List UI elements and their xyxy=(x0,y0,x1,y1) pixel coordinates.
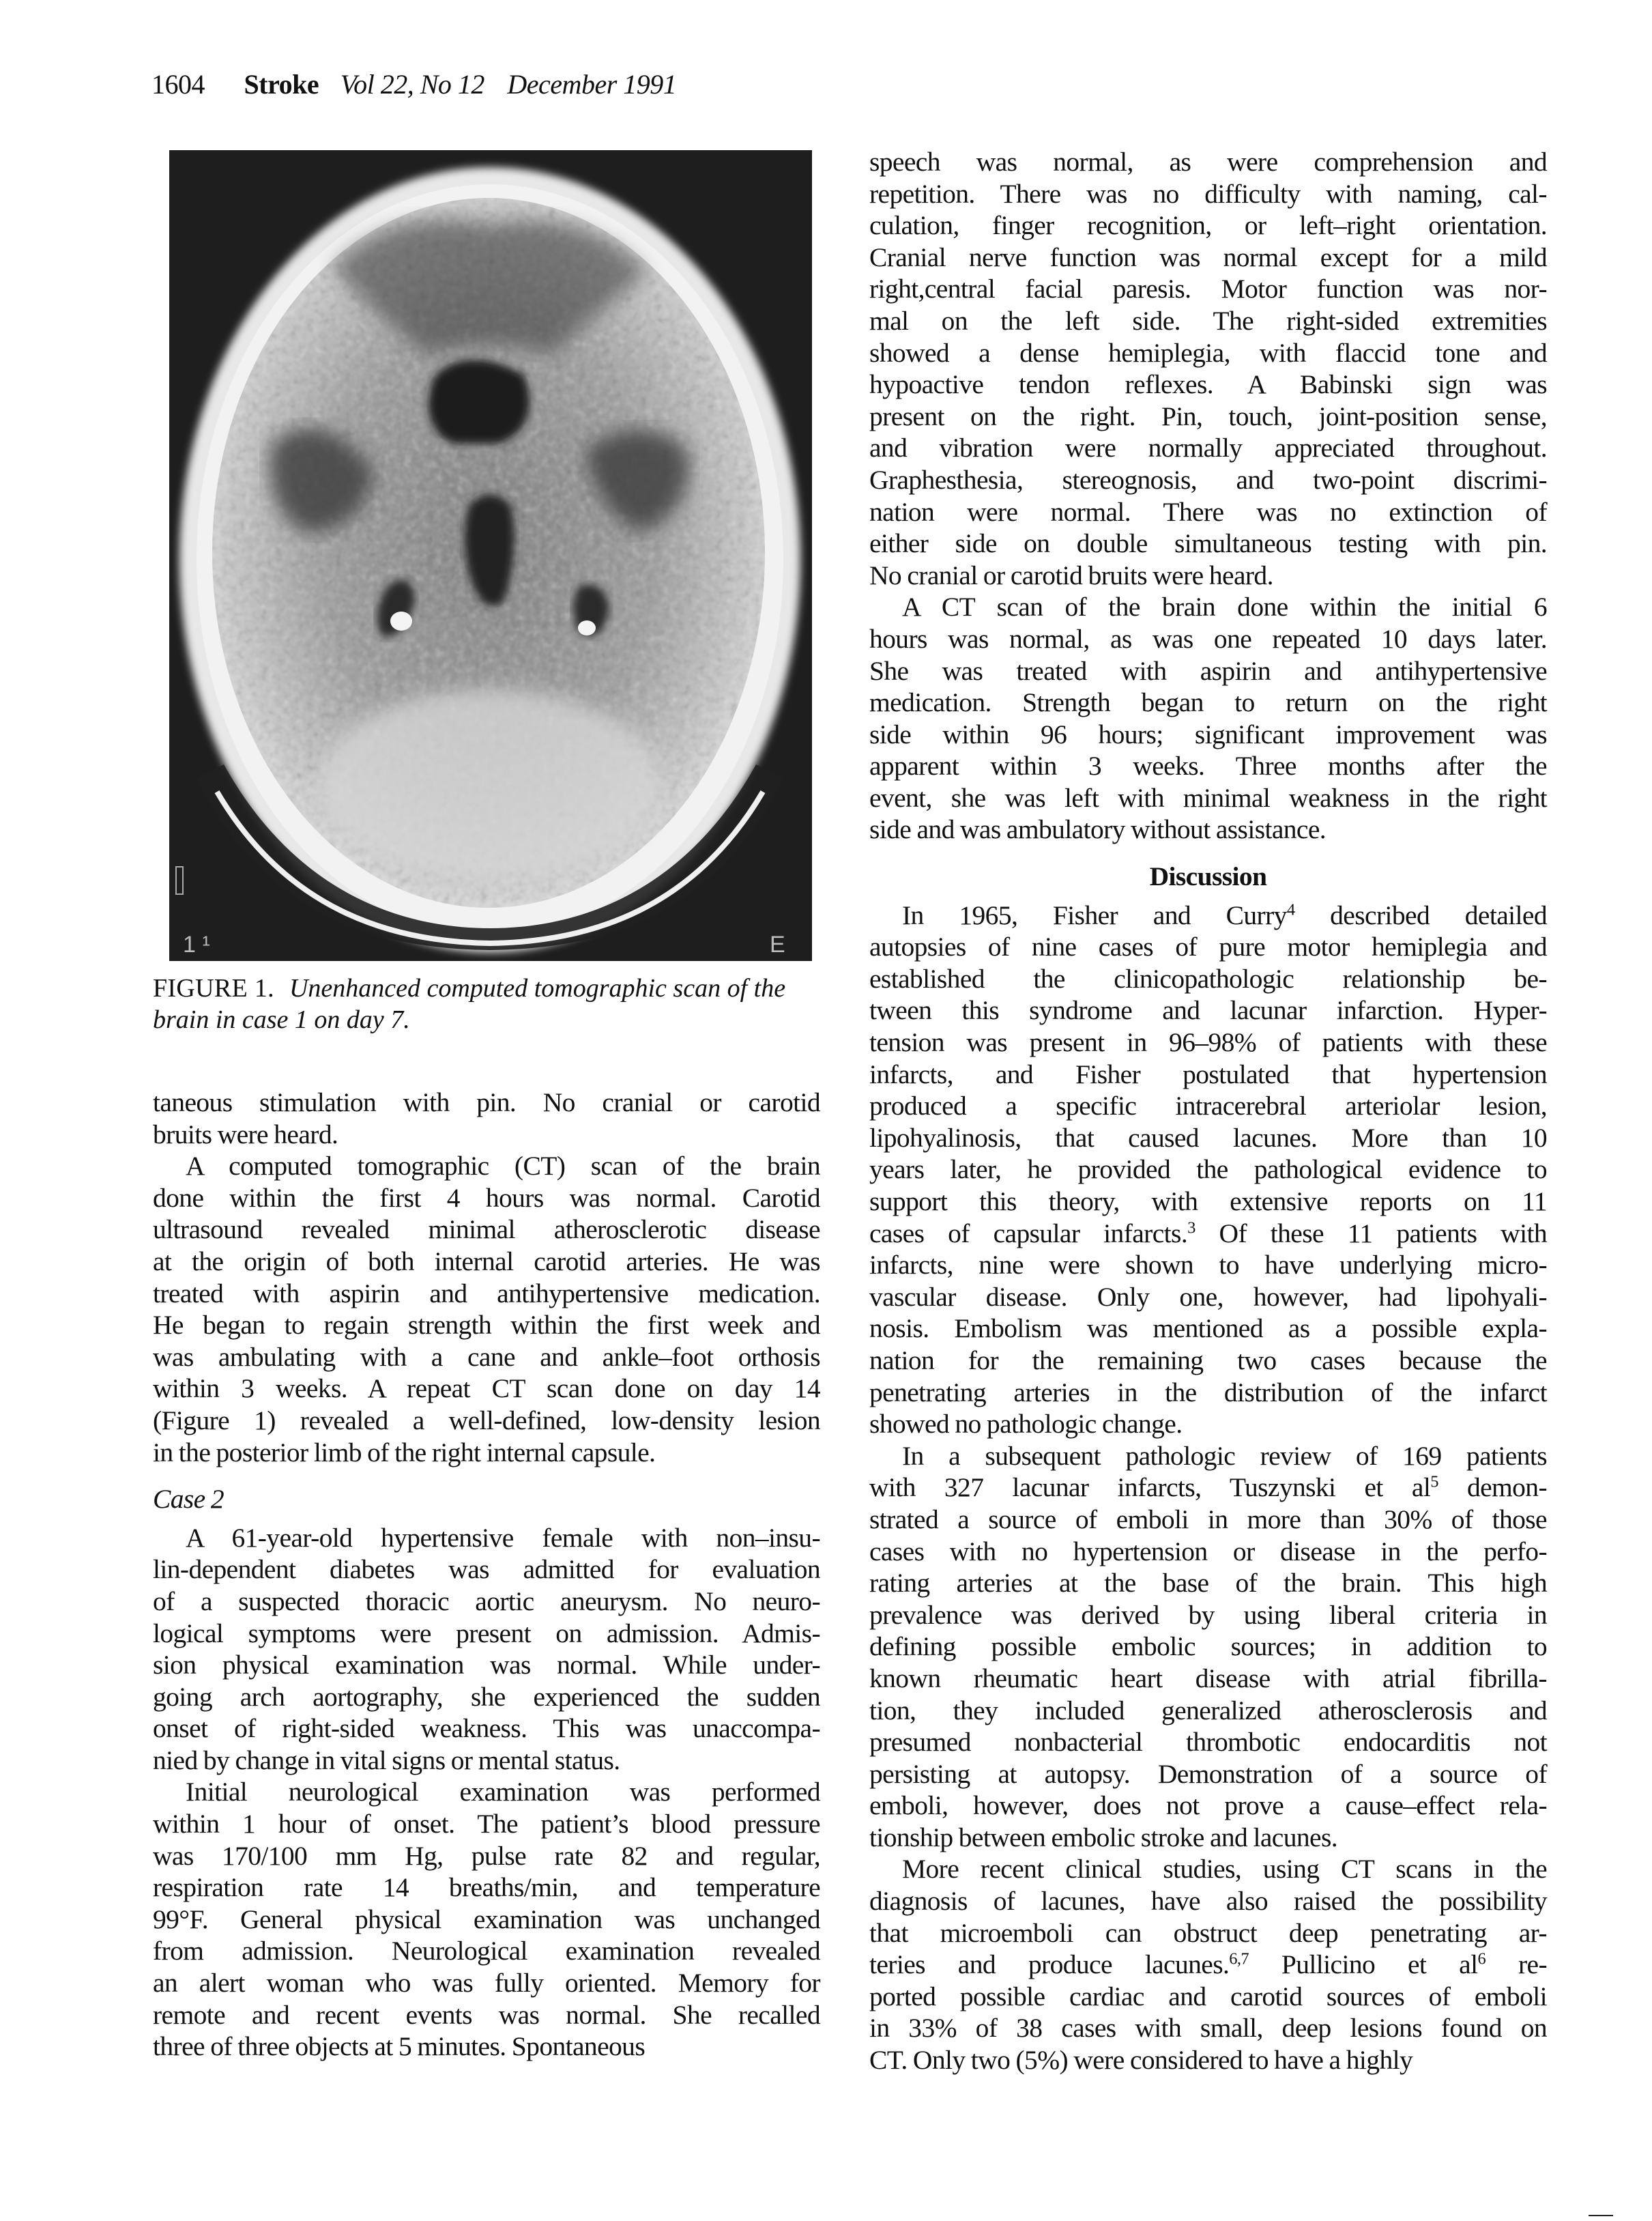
text-line: infarcts, nine were shown to have underlying micro- xyxy=(869,1250,1547,1280)
text-line: nation for the remaining two cases because the xyxy=(869,1345,1547,1375)
text-line: done within the first 4 hours was normal. Carotid xyxy=(153,1182,820,1213)
paragraph xyxy=(153,1776,820,2062)
text-line: vascular disease. Only one, however, had lipohyali- xyxy=(869,1281,1547,1312)
text-line: in 33% of 38 cases with small, deep lesions found on xyxy=(869,2013,1547,2044)
right-column xyxy=(869,146,1547,2076)
ventricle-frontal-horns xyxy=(429,360,530,444)
text-line: showed no pathologic change. xyxy=(869,1409,1183,1439)
text-line: within 1 hour of onset. The patient’s blood pressure xyxy=(153,1809,820,1839)
text-line: was 170/100 mm Hg, pulse rate 82 and regular, xyxy=(153,1840,820,1871)
citation-superscript: 6 xyxy=(1477,1949,1486,1968)
text-line: Graphesthesia, stereognosis, and two-point discrimi- xyxy=(869,464,1547,495)
text-line: ported possible cardiac and carotid sources of emboli xyxy=(869,1981,1547,2011)
text-line: hypoactive tendon reflexes. A Babinski sign was xyxy=(869,369,1547,400)
text-line: established the clinicopathologic relationship be- xyxy=(869,963,1547,994)
issue-date: December 1991 xyxy=(507,69,677,100)
text-line: prevalence was derived by using liberal criteria in xyxy=(869,1599,1547,1630)
paragraph xyxy=(153,1087,820,1150)
text-line: presumed nonbacterial thrombotic endocarditis not xyxy=(869,1727,1547,1758)
text-line: cases with no hypertension or disease in the perfo- xyxy=(869,1536,1547,1566)
text-line: A CT scan of the brain done within the initial 6 xyxy=(902,592,1547,622)
text-line: nation were normal. There was no extinction of xyxy=(869,496,1547,527)
ct-scan-image xyxy=(169,150,812,961)
text-line: support this theory, with extensive reports on 11 xyxy=(869,1186,1547,1216)
paragraph xyxy=(869,146,1547,591)
text-line: and vibration were normally appreciated throughout. xyxy=(869,433,1547,463)
text-line: speech was normal, as were comprehension and xyxy=(869,147,1547,177)
text-line: produced a specific intracerebral arteriolar lesion, xyxy=(869,1091,1547,1121)
text-line: defining possible embolic sources; in addition to xyxy=(869,1631,1547,1662)
paragraph xyxy=(869,1440,1547,1854)
paragraph xyxy=(869,591,1547,846)
text-line: ultrasound revealed minimal atherosclerotic disease xyxy=(153,1214,820,1245)
text-line: right,central facial paresis. Motor function was nor- xyxy=(869,274,1547,304)
text-line: strated a source of emboli in more than 30% of those xyxy=(869,1504,1547,1534)
scan-marker-left: 1 ¹ xyxy=(183,932,210,958)
text-line: lipohyalinosis, that caused lacunes. More than 10 xyxy=(869,1122,1547,1153)
text-line: with 327 lacunar infarcts, Tuszynski et $al^5$ demon- xyxy=(869,1472,1548,1503)
volume-issue: Vol 22, No 12 xyxy=(340,69,484,100)
text-line: hours was normal, as was one repeated 10 days later. xyxy=(869,623,1547,654)
text-line: In 1965, Fisher and Curry$^4$ described detailed xyxy=(902,900,1548,930)
text-line: teries and produce lacunes.$^{6,7}$ Pullicino et $al^6$ re- xyxy=(869,1949,1548,1980)
citation-superscript: 4 xyxy=(1286,900,1295,919)
text-line: emboli, however, does not prove a cause–effect rela- xyxy=(869,1790,1547,1821)
text-line: tween this syndrome and lacunar infarction. Hyper- xyxy=(869,995,1547,1026)
text-line: autopsies of nine cases of pure motor hemiplegia and xyxy=(869,932,1547,962)
text-line: going arch aortography, she experienced the sudden xyxy=(153,1681,820,1712)
page-number: 1604 xyxy=(151,69,205,100)
text-line: In a subsequent pathologic review of 169 patients xyxy=(902,1440,1547,1471)
text-line: (Figure 1) revealed a well-defined, low-density lesion xyxy=(153,1405,820,1435)
text-line: cases of capsular infarcts.$^3$ Of these 11 patients with xyxy=(869,1218,1547,1248)
text-line: He began to regain strength within the first week and xyxy=(153,1310,820,1341)
text-line: culation, finger recognition, or left–right orientation. xyxy=(869,210,1547,241)
text-line: A 61-year-old hypertensive female with non–insu- xyxy=(186,1522,820,1553)
text-line: years later, he provided the pathological evidence to xyxy=(869,1154,1547,1185)
text-line: event, she was left with minimal weakness in the right xyxy=(869,782,1547,813)
figure-caption-line-1: Unenhanced computed tomographic scan of the xyxy=(289,974,786,1003)
text-line: tion, they included generalized atherosclerosis and xyxy=(869,1695,1547,1725)
text-line: 99°F. General physical examination was unchanged xyxy=(153,1904,820,1934)
paragraph xyxy=(153,1522,820,1777)
text-line: side and was ambulatory without assistance. xyxy=(869,814,1327,845)
text-line: nosis. Embolism was mentioned as a possible expla- xyxy=(869,1313,1547,1344)
text-line: logical symptoms were present on admission. Admis- xyxy=(153,1618,820,1648)
text-line: three of three objects at 5 minutes. Spontaneous xyxy=(153,2031,646,2062)
text-line: either side on double simultaneous testing with pin. xyxy=(869,528,1547,559)
text-line: diagnosis of lacunes, have also raised the possibility xyxy=(869,1886,1547,1917)
text-line: persisting at autopsy. Demonstration of a source of xyxy=(869,1758,1547,1789)
text-line: sion physical examination was normal. While under- xyxy=(153,1650,820,1680)
text-line: that microemboli can obstruct deep penetrating ar- xyxy=(869,1917,1547,1948)
text-line: respiration rate 14 breaths/min, and temperature xyxy=(153,1872,820,1903)
text-line: treated with aspirin and antihypertensive medication. xyxy=(153,1278,820,1308)
text-line: bruits were heard. xyxy=(153,1119,338,1149)
text-line: within 3 weeks. A repeat CT scan done on day 14 xyxy=(153,1373,820,1404)
text-line: in the posterior limb of the right internal capsule. xyxy=(153,1437,656,1467)
text-line: of a suspected thoracic aortic aneurysm. No neuro- xyxy=(153,1586,820,1616)
text-line: mal on the left side. The right-sided extremities xyxy=(869,305,1547,336)
text-line: at the origin of both internal carotid arteries. He was xyxy=(153,1246,820,1276)
text-line: She was treated with aspirin and antihypertensive xyxy=(869,655,1547,686)
figure-1-ct-scan xyxy=(169,150,812,961)
text-line: Cranial nerve function was normal except for a mild xyxy=(869,242,1547,272)
text-line: present on the right. Pin, touch, joint-position sense, xyxy=(869,401,1547,431)
citation-superscript: 3 xyxy=(1187,1218,1195,1237)
left-column xyxy=(153,1087,820,2063)
text-line: CT. Only two (5%) were considered to have a highly xyxy=(869,2045,1413,2076)
text-line: was ambulating with a cane and ankle–foot orthosis xyxy=(153,1341,820,1372)
text-line: showed a dense hemiplegia, with flaccid tone and xyxy=(869,337,1547,368)
text-line: side within 96 hours; significant improvement was xyxy=(869,719,1547,749)
journal-name: Stroke xyxy=(244,69,319,100)
text-line: A computed tomographic (CT) scan of the brain xyxy=(186,1151,820,1181)
page-edge-mark xyxy=(1589,2215,1613,2216)
text-line: tionship between embolic stroke and lacunes. xyxy=(869,1822,1337,1852)
discussion-heading: Discussion xyxy=(1149,861,1267,892)
text-line: an alert woman who was fully oriented. Memory for xyxy=(153,1968,820,1998)
figure-label: FIGURE 1. xyxy=(153,974,274,1003)
citation-superscript: 5 xyxy=(1430,1472,1438,1491)
text-line: remote and recent events was normal. She recalled xyxy=(153,1999,820,2030)
text-line: nied by change in vital signs or mental status. xyxy=(153,1745,620,1775)
text-line: More recent clinical studies, using CT scans in the xyxy=(902,1854,1547,1885)
text-line: penetrating arteries in the distribution of the infarct xyxy=(869,1377,1547,1407)
text-line: from admission. Neurological examination revealed xyxy=(153,1936,820,1966)
text-line: onset of right-sided weakness. This was unaccompa- xyxy=(153,1713,820,1744)
text-line: apparent within 3 weeks. Three months after the xyxy=(869,751,1547,782)
figure-caption xyxy=(153,973,825,1035)
text-line: No cranial or carotid bruits were heard. xyxy=(869,560,1273,590)
paragraph xyxy=(869,1853,1547,2076)
text-line: tension was present in 96–98% of patients with these xyxy=(869,1027,1547,1058)
text-line: known rheumatic heart disease with atrial fibrilla- xyxy=(869,1663,1547,1693)
running-header xyxy=(151,68,676,100)
citation-superscript: 6,7 xyxy=(1229,1949,1249,1968)
paragraph xyxy=(153,1150,820,1468)
text-line: taneous stimulation with pin. No cranial or carotid xyxy=(153,1087,820,1117)
text-line: infarcts, and Fisher postulated that hypertension xyxy=(869,1059,1547,1089)
text-line: repetition. There was no difficulty with naming, cal- xyxy=(869,178,1547,209)
text-line: rating arteries at the base of the brain. This high xyxy=(869,1568,1547,1599)
scan-marker-right: E xyxy=(770,932,785,958)
case-2-heading: Case 2 xyxy=(153,1484,224,1515)
paragraph xyxy=(869,900,1547,1440)
text-line: medication. Strength began to return on the right xyxy=(869,687,1547,718)
figure-caption-line-2: brain in case 1 on day 7. xyxy=(153,1005,410,1034)
text-line: Initial neurological examination was performed xyxy=(186,1777,820,1807)
text-line: lin-dependent diabetes was admitted for evaluation xyxy=(153,1554,820,1585)
